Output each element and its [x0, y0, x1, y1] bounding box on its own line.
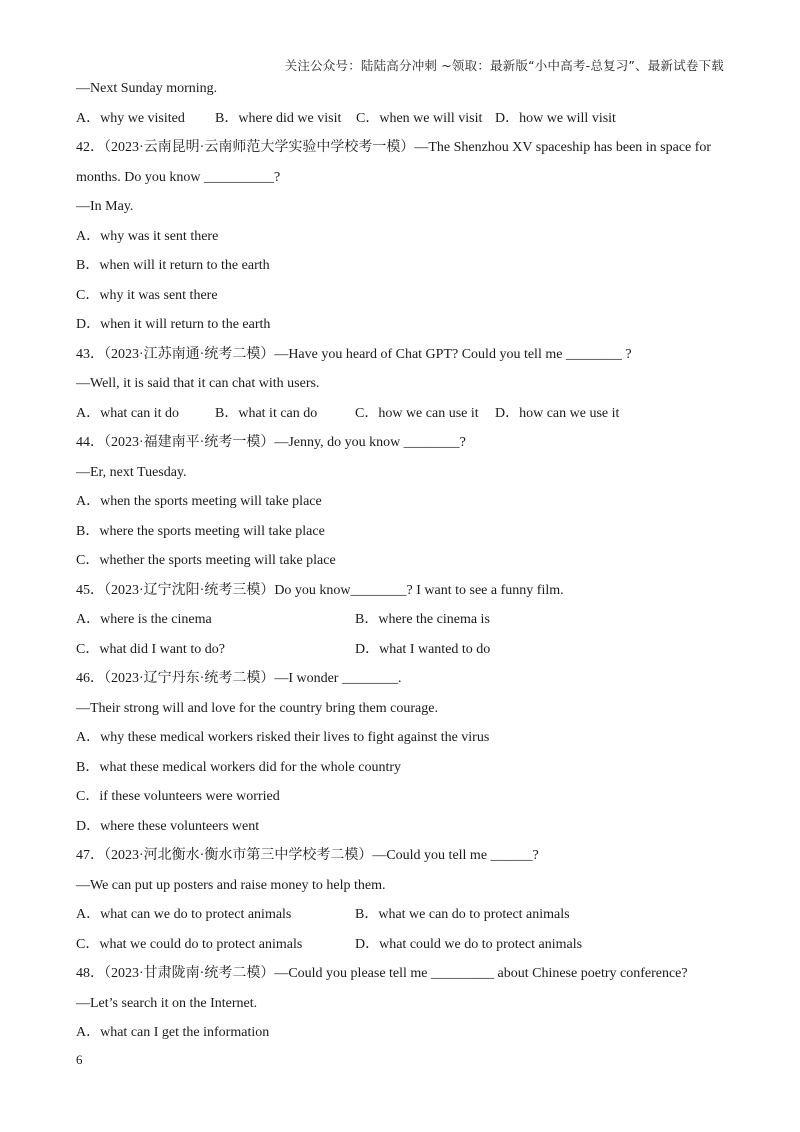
page-number: 6 [76, 1052, 83, 1067]
option-a: A．what can I get the information [76, 1025, 270, 1040]
option-c: C．when we will visit [356, 110, 483, 126]
question-47-stem: 47．（2023·河北衡水·衡水市第三中学校考二模）—Could you tell me ______? [76, 848, 539, 863]
option-d: D．what I wanted to do [355, 641, 491, 657]
options-row-q47-ab [76, 900, 726, 930]
option-d: D．where these volunteers went [76, 818, 260, 834]
option-c: C．what we could do to protect animals [76, 936, 303, 952]
answer-line: —Well, it is said that it can chat with users. [76, 376, 320, 391]
option-d: D．how we will visit [495, 110, 616, 126]
options-row-q43 [76, 399, 726, 429]
answer-line: —We can put up posters and raise money to help them. [76, 877, 386, 893]
option-b: B．where did we visit [215, 110, 342, 126]
option-a: A．why these medical workers risked their lives to fight against the virus [76, 730, 490, 745]
options-row-q45-cd [76, 635, 726, 665]
question-list [76, 74, 726, 1048]
answer-line: —In May. [76, 199, 134, 214]
page-header: 关注公众号：陆陆高分冲刺 ~领取：最新版“小中高考-总复习”、最新试卷下载 [284, 58, 724, 73]
question-45-stem: 45．（2023·辽宁沈阳·统考三模）Do you know________? I want to see a funny film. [76, 582, 564, 598]
question-46-stem: 46．（2023·辽宁丹东·统考二模）—I wonder ________. [76, 671, 402, 686]
answer-line: —Their strong will and love for the country bring them courage. [76, 700, 438, 716]
question-42-stem: 42．（2023·云南昆明·云南师范大学实验中学校考一模）—The Shenzhou XV spaceship has been in space for [76, 140, 712, 155]
option-b: B．what these medical workers did for the whole country [76, 759, 402, 775]
option-a: A．why was it sent there [76, 228, 219, 244]
question-42-stem-cont: months. Do you know __________? [76, 169, 281, 185]
options-row-q41 [76, 104, 726, 134]
answer-line: —Er, next Tuesday. [76, 464, 187, 480]
option-a: A．why we visited [76, 110, 185, 126]
option-c: C．whether the sports meeting will take place [76, 553, 336, 568]
option-b: B．when will it return to the earth [76, 258, 270, 273]
option-d: D．when it will return to the earth [76, 317, 271, 332]
option-c: C．if these volunteers were worried [76, 789, 280, 804]
question-43-stem: 43．（2023·江苏南通·统考二模）—Have you heard of Chat GPT? Could you tell me ________ ? [76, 346, 632, 362]
option-b: B．what it can do [215, 405, 318, 421]
option-a: A．what can we do to protect animals [76, 907, 292, 922]
question-48-stem: 48．（2023·甘肃陇南·统考二模）—Could you please tell me _________ about Chinese poetry conference? [76, 966, 688, 981]
question-44-stem: 44．（2023·福建南平·统考一模）—Jenny, do you know ________? [76, 435, 466, 450]
option-b: B．where the sports meeting will take place [76, 523, 325, 539]
option-a: A．what can it do [76, 405, 180, 421]
option-d: D．how can we use it [495, 405, 620, 421]
option-c: C．what did I want to do? [76, 641, 225, 657]
answer-line: —Next Sunday morning. [76, 81, 218, 96]
option-b: B．what we can do to protect animals [355, 907, 570, 922]
answer-line: —Let’s search it on the Internet. [76, 995, 258, 1011]
option-c: C．why it was sent there [76, 287, 218, 303]
options-row-q45-ab [76, 605, 726, 635]
option-a: A．when the sports meeting will take place [76, 494, 322, 509]
option-b: B．where the cinema is [355, 612, 490, 627]
options-row-q47-cd [76, 930, 726, 960]
option-a: A．where is the cinema [76, 612, 212, 627]
option-d: D．what could we do to protect animals [355, 936, 583, 952]
option-c: C．how we can use it [355, 405, 479, 421]
